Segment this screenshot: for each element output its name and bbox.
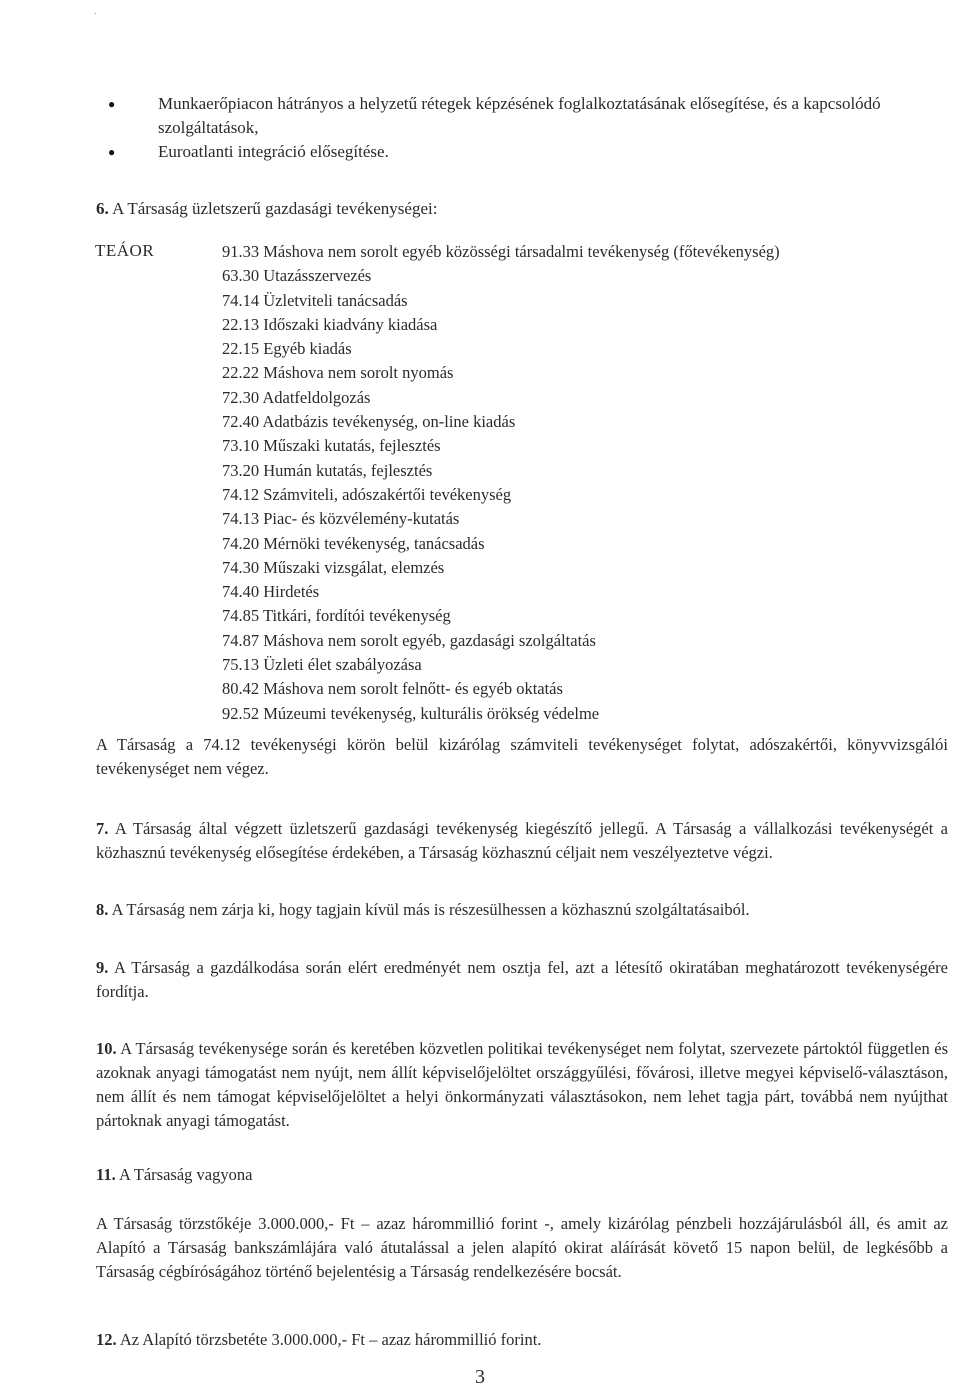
section-10 [96,1037,948,1133]
code-row: 91.33 Máshova nem sorolt egyéb közösségi társadalmi tevékenység (főtevékenység) [222,242,780,261]
teaor-label: TEÁOR [95,241,155,260]
bullet-item [108,92,948,140]
section-11-heading [96,1163,948,1187]
section-6-heading [96,197,437,221]
page-number: 3 [475,1366,485,1388]
section-number: 10. [96,1039,117,1058]
code-row: 63.30 Utazásszervezés [222,266,372,286]
section-title: A Társaság vagyona [118,1165,253,1184]
section-number: 7. [96,819,109,838]
code-row: 73.20 Humán kutatás, fejlesztés [222,460,433,480]
bullet-list [108,92,948,164]
code-row: 75.13 Üzleti élet szabályozása [222,655,422,675]
code-row: 74.87 Máshova nem sorolt egyéb, gazdasági szolgáltatás [222,630,596,650]
code-row: 74.14 Üzletviteli tanácsadás [222,290,408,310]
code-row: 74.20 Mérnöki tevékenység, tanácsadás [222,533,485,553]
section-number: 6. [96,199,109,218]
section-7 [96,817,948,865]
section-text: A Társaság nem zárja ki, hogy tagjain kívül más is részesülhessen a közhasznú szolgáltatásaiból. [111,900,750,919]
bullet-text: Euroatlanti integráció elősegítése. [158,142,389,161]
code-row: 74.30 Műszaki vizsgálat, elemzés [222,557,445,577]
section-text: A Társaság a gazdálkodása során elért eredményét nem osztja fel, azt a létesítő okiratában meghatározott tevékenységére fordítja. [96,958,948,1001]
section-number: 9. [96,958,109,977]
code-row: 74.12 Számviteli, adószakértői tevékenység [222,484,512,504]
code-row: 74.13 Piac- és közvélemény-kutatás [222,509,460,529]
code-row: 72.40 Adatbázis tevékenység, on-line kiadás [222,412,516,432]
code-row: 74.85 Titkári, fordítói tevékenység [222,606,451,626]
section-title: A Társaság üzletszerű gazdasági tevékenységei: [112,199,438,218]
corner-mark: . [94,6,97,17]
note-74-12 [96,733,948,781]
code-row: 74.40 Hirdetés [222,582,320,602]
teaor-code-list [222,240,942,726]
section-12 [96,1328,948,1352]
capital-text: A Társaság törzstőkéje 3.000.000,- Ft – azaz hárommillió forint -, amely kizárólag pénzbeli hozzájárulásból áll, és amit az Alapító a Társaság bankszámlájára való átutalással a jelen alapító okirat aláírását követő 15 napon belül, de legkésőbb a Társaság cégbíróságához történő bejelentésig a Társaság rendelkezésére bocsát. [96,1214,948,1281]
section-number: 11. [96,1165,116,1184]
code-row: 22.15 Egyéb kiadás [222,339,352,359]
bullet-dot-icon: ● [108,145,116,159]
note-text: A Társaság a 74.12 tevékenységi körön belül kizárólag számviteli tevékenységet folytat, adószakértői, könyvvizsgálói tevékenységet nem végez. [96,735,948,778]
bullet-dot-icon: ● [108,97,116,111]
code-row: 73.10 Műszaki kutatás, fejlesztés [222,436,441,456]
section-number: 8. [96,900,109,919]
capital-paragraph [96,1212,948,1284]
code-row: 72.30 Adatfeldolgozás [222,387,371,407]
code-row: 92.52 Múzeumi tevékenység, kulturális örökség védelme [222,703,600,723]
code-row: 80.42 Máshova nem sorolt felnőtt- és egyéb oktatás [222,679,563,699]
section-number: 12. [96,1330,117,1349]
code-row: 22.13 Időszaki kiadvány kiadása [222,314,438,334]
bullet-text: Munkaerőpiacon hátrányos a helyzetű rétegek képzésének foglalkoztatásának elősegítése, és a kapcsolódó szolgáltatások, [158,94,881,137]
bullet-item [108,140,948,164]
section-8 [96,898,948,922]
section-9 [96,956,948,1004]
section-text: A Társaság által végzett üzletszerű gazdasági tevékenység kiegészítő jellegű. A Társaság a vállalkozási tevékenységét a közhasznú tevékenység elősegítése érdekében, a Társaság közhasznú céljait nem veszélyeztetve végzi. [96,819,948,862]
section-text: Az Alapító törzsbetéte 3.000.000,- Ft – azaz hárommillió forint. [119,1330,542,1349]
section-text: A Társaság tevékenysége során és keretében közvetlen politikai tevékenységet nem folytat, szervezete pártoktól független és azoknak anyagi támogatást nem nyújt, nem állít képviselőjelöltet országgyűlési, fővárosi, illetve megyei képviselő-választáson, nem állít és nem támogat képviselőjelöltet a helyi önkormányzati választásokon, nem lehet tagja párt, továbbá nem nyújthat pártoknak anyagi támogatást. [96,1039,948,1130]
code-row: 22.22 Máshova nem sorolt nyomás [222,363,454,383]
